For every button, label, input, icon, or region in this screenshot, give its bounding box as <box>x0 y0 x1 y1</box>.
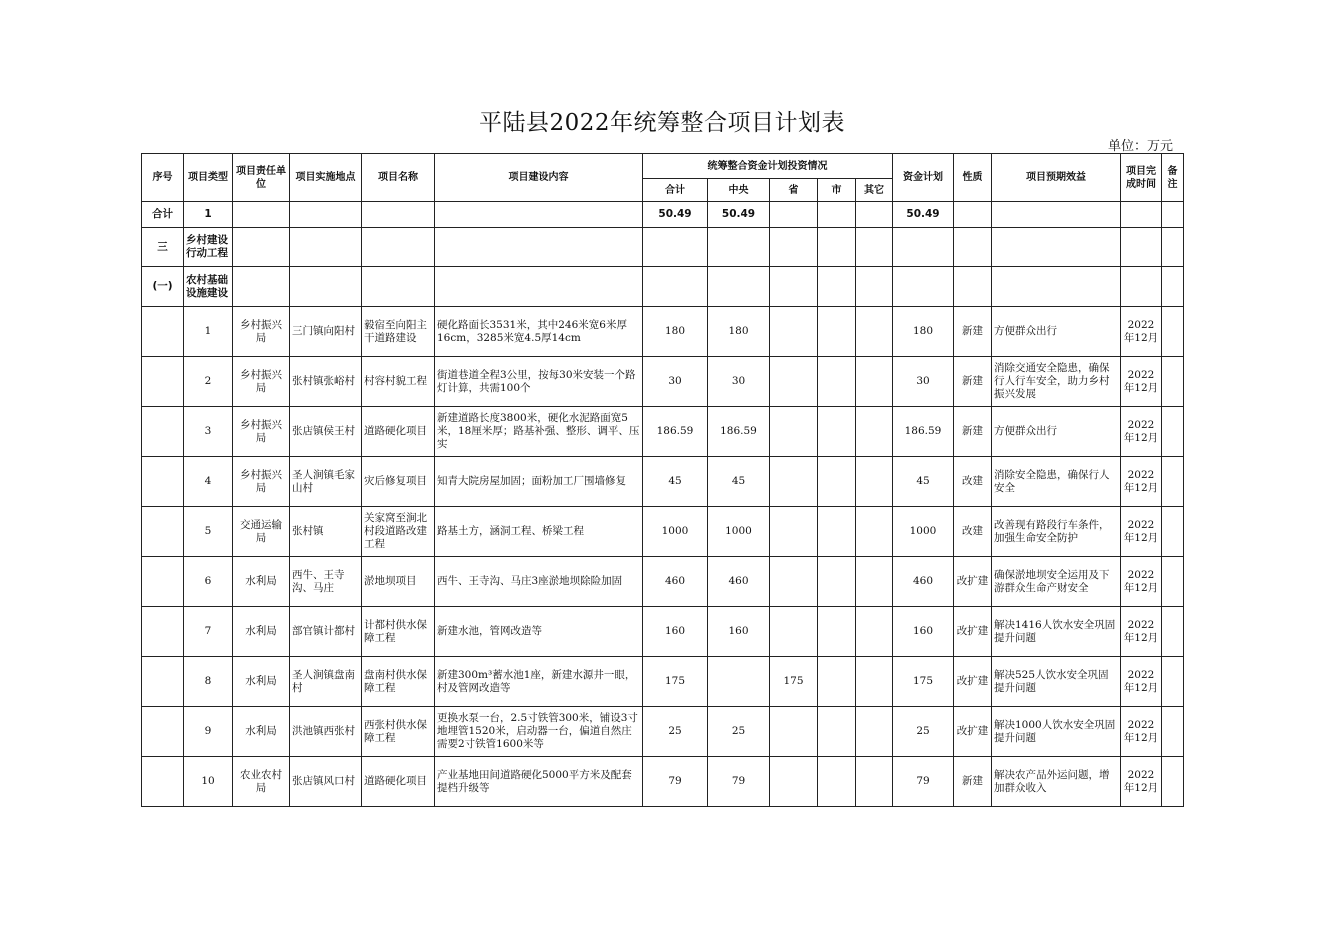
header-plan: 资金计划 <box>893 154 954 202</box>
header-note: 备注 <box>1162 154 1184 202</box>
cell-project-content: 知青大院房屋加固；面粉加工厂围墙修复 <box>435 457 643 507</box>
header-type: 项目类型 <box>184 154 233 202</box>
cell-fund-central: 460 <box>708 557 770 607</box>
cell-project-nature: 改扩建 <box>954 557 992 607</box>
cell-note <box>1162 457 1184 507</box>
cell-finish-time: 2022年12月 <box>1121 607 1162 657</box>
project-plan-table <box>141 153 1184 807</box>
cell-fund-total: 45 <box>643 457 708 507</box>
table-row <box>142 307 1184 357</box>
cell-fund-total: 186.59 <box>643 407 708 457</box>
header-name: 项目名称 <box>362 154 435 202</box>
cell-row-number: 4 <box>184 457 233 507</box>
table-row <box>142 357 1184 407</box>
cell-fund-city <box>818 507 856 557</box>
cell-seq-blank <box>142 407 184 457</box>
cell-seq-blank <box>142 457 184 507</box>
cell-project-content: 新建水池，管网改造等 <box>435 607 643 657</box>
cell-row-number: 6 <box>184 557 233 607</box>
header-fund-group: 统筹整合资金计划投资情况 <box>643 154 893 179</box>
cell-fund-total: 460 <box>643 557 708 607</box>
cell-expected-benefit: 解决525人饮水安全巩固提升问题 <box>992 657 1121 707</box>
cell-project-nature: 改扩建 <box>954 657 992 707</box>
cell-row-number: 9 <box>184 707 233 757</box>
cell-fund-city <box>818 757 856 807</box>
cell-fund-central: 25 <box>708 707 770 757</box>
cell-fund-province <box>770 407 818 457</box>
cell-fund-central: 30 <box>708 357 770 407</box>
cell-responsible-unit: 水利局 <box>233 657 290 707</box>
cell-fund-central: 186.59 <box>708 407 770 457</box>
cell-fund-plan: 30 <box>893 357 954 407</box>
cell-expected-benefit: 改善现有路段行车条件，加强生命安全防护 <box>992 507 1121 557</box>
cell-fund-other <box>856 657 893 707</box>
cell-location: 张村镇 <box>290 507 362 557</box>
cell-expected-benefit: 方便群众出行 <box>992 407 1121 457</box>
cell-location: 三门镇向阳村 <box>290 307 362 357</box>
section-type: 乡村建设行动工程 <box>184 228 233 267</box>
header-city: 市 <box>818 179 856 202</box>
cell-project-name: 灾后修复项目 <box>362 457 435 507</box>
cell-expected-benefit: 确保淤地坝安全运用及下游群众生命产财安全 <box>992 557 1121 607</box>
cell-project-nature: 改扩建 <box>954 607 992 657</box>
cell-location: 圣人涧镇盘南村 <box>290 657 362 707</box>
cell-fund-central <box>708 657 770 707</box>
cell-responsible-unit: 水利局 <box>233 607 290 657</box>
section-seq: (一) <box>142 267 184 307</box>
cell-seq-blank <box>142 707 184 757</box>
cell-project-nature: 改扩建 <box>954 707 992 757</box>
table-row <box>142 457 1184 507</box>
cell-fund-other <box>856 707 893 757</box>
cell-fund-plan: 160 <box>893 607 954 657</box>
cell-fund-city <box>818 607 856 657</box>
cell-fund-city <box>818 557 856 607</box>
summary-total: 50.49 <box>643 202 708 228</box>
cell-fund-total: 175 <box>643 657 708 707</box>
cell-fund-province: 175 <box>770 657 818 707</box>
cell-row-number: 5 <box>184 507 233 557</box>
cell-row-number: 10 <box>184 757 233 807</box>
cell-fund-total: 180 <box>643 307 708 357</box>
cell-fund-city <box>818 657 856 707</box>
table-row <box>142 557 1184 607</box>
cell-finish-time: 2022年12月 <box>1121 657 1162 707</box>
cell-fund-city <box>818 407 856 457</box>
cell-project-nature: 新建 <box>954 757 992 807</box>
cell-location: 张村镇张峪村 <box>290 357 362 407</box>
cell-project-name: 道路硬化项目 <box>362 407 435 457</box>
cell-location: 部官镇计都村 <box>290 607 362 657</box>
cell-fund-total: 1000 <box>643 507 708 557</box>
cell-finish-time: 2022年12月 <box>1121 507 1162 557</box>
cell-note <box>1162 707 1184 757</box>
cell-responsible-unit: 水利局 <box>233 707 290 757</box>
header-row-1 <box>142 154 1184 179</box>
page-title: 平陆县2022年统筹整合项目计划表 <box>478 110 846 136</box>
cell-fund-province <box>770 707 818 757</box>
cell-fund-other <box>856 607 893 657</box>
cell-expected-benefit: 消除交通安全隐患，确保行人行车安全，助力乡村振兴发展 <box>992 357 1121 407</box>
summary-label: 合计 <box>142 202 184 228</box>
cell-project-content: 路基土方，涵洞工程、桥梁工程 <box>435 507 643 557</box>
cell-fund-other <box>856 407 893 457</box>
cell-finish-time: 2022年12月 <box>1121 307 1162 357</box>
cell-note <box>1162 307 1184 357</box>
cell-fund-city <box>818 307 856 357</box>
cell-seq-blank <box>142 607 184 657</box>
cell-fund-province <box>770 307 818 357</box>
summary-plan: 50.49 <box>893 202 954 228</box>
cell-responsible-unit: 水利局 <box>233 557 290 607</box>
cell-finish-time: 2022年12月 <box>1121 707 1162 757</box>
cell-row-number: 8 <box>184 657 233 707</box>
section-type: 农村基础设施建设 <box>184 267 233 307</box>
cell-project-name: 毅宿至向阳主干道路建设 <box>362 307 435 357</box>
summary-count: 1 <box>184 202 233 228</box>
cell-fund-province <box>770 757 818 807</box>
project-rows <box>142 307 1184 807</box>
section-row <box>142 228 1184 267</box>
cell-note <box>1162 557 1184 607</box>
cell-project-content: 产业基地田间道路硬化5000平方米及配套提档升级等 <box>435 757 643 807</box>
table-row <box>142 407 1184 457</box>
cell-row-number: 3 <box>184 407 233 457</box>
cell-fund-total: 30 <box>643 357 708 407</box>
cell-location: 张店镇风口村 <box>290 757 362 807</box>
cell-project-nature: 改建 <box>954 507 992 557</box>
cell-note <box>1162 607 1184 657</box>
cell-project-content: 更换水泵一台，2.5寸铁管300米，铺设3寸地埋管1520米，启动器一台，偏道自然庄需要2寸铁管1600米等 <box>435 707 643 757</box>
cell-expected-benefit: 消除安全隐患，确保行人安全 <box>992 457 1121 507</box>
cell-fund-other <box>856 557 893 607</box>
cell-expected-benefit: 解决农产品外运问题，增加群众收入 <box>992 757 1121 807</box>
cell-fund-city <box>818 457 856 507</box>
cell-fund-central: 160 <box>708 607 770 657</box>
cell-seq-blank <box>142 507 184 557</box>
cell-seq-blank <box>142 657 184 707</box>
cell-fund-province <box>770 557 818 607</box>
table-row <box>142 657 1184 707</box>
cell-fund-central: 45 <box>708 457 770 507</box>
cell-fund-plan: 186.59 <box>893 407 954 457</box>
cell-finish-time: 2022年12月 <box>1121 357 1162 407</box>
header-seq: 序号 <box>142 154 184 202</box>
cell-location: 洪池镇西张村 <box>290 707 362 757</box>
cell-seq-blank <box>142 757 184 807</box>
cell-project-nature: 新建 <box>954 357 992 407</box>
cell-fund-other <box>856 457 893 507</box>
cell-finish-time: 2022年12月 <box>1121 757 1162 807</box>
cell-expected-benefit: 方便群众出行 <box>992 307 1121 357</box>
cell-row-number: 1 <box>184 307 233 357</box>
cell-fund-total: 79 <box>643 757 708 807</box>
cell-location: 西牛、王寺沟、马庄 <box>290 557 362 607</box>
cell-fund-plan: 25 <box>893 707 954 757</box>
cell-fund-province <box>770 357 818 407</box>
header-location: 项目实施地点 <box>290 154 362 202</box>
cell-project-content: 街道巷道全程3公里，按每30米安装一个路灯计算，共需100个 <box>435 357 643 407</box>
cell-project-nature: 新建 <box>954 307 992 357</box>
cell-project-nature: 新建 <box>954 407 992 457</box>
cell-note <box>1162 357 1184 407</box>
cell-note <box>1162 407 1184 457</box>
header-finish: 项目完成时间 <box>1121 154 1162 202</box>
header-central: 中央 <box>708 179 770 202</box>
cell-fund-plan: 79 <box>893 757 954 807</box>
cell-project-content: 新建道路长度3800米，硬化水泥路面宽5米，18厘米厚；路基补强、整形、调平、压实 <box>435 407 643 457</box>
cell-responsible-unit: 乡村振兴局 <box>233 457 290 507</box>
cell-fund-plan: 175 <box>893 657 954 707</box>
cell-fund-plan: 180 <box>893 307 954 357</box>
cell-project-name: 盘南村供水保障工程 <box>362 657 435 707</box>
unit-label: 单位：万元 <box>1108 139 1174 154</box>
header-unit: 项目责任单位 <box>233 154 290 202</box>
table-row <box>142 507 1184 557</box>
header-benefit: 项目预期效益 <box>992 154 1121 202</box>
cell-fund-total: 160 <box>643 607 708 657</box>
cell-seq-blank <box>142 557 184 607</box>
cell-seq-blank <box>142 307 184 357</box>
cell-fund-city <box>818 357 856 407</box>
header-province: 省 <box>770 179 818 202</box>
section-seq: 三 <box>142 228 184 267</box>
cell-fund-plan: 1000 <box>893 507 954 557</box>
cell-project-name: 计都村供水保障工程 <box>362 607 435 657</box>
cell-row-number: 2 <box>184 357 233 407</box>
cell-fund-central: 79 <box>708 757 770 807</box>
header-content: 项目建设内容 <box>435 154 643 202</box>
cell-fund-province <box>770 507 818 557</box>
cell-fund-central: 1000 <box>708 507 770 557</box>
cell-location: 张店镇侯王村 <box>290 407 362 457</box>
cell-project-name: 道路硬化项目 <box>362 757 435 807</box>
summary-row <box>142 202 1184 228</box>
cell-responsible-unit: 乡村振兴局 <box>233 307 290 357</box>
cell-project-name: 关家窝至涧北村段道路改建工程 <box>362 507 435 557</box>
cell-fund-central: 180 <box>708 307 770 357</box>
table-row <box>142 607 1184 657</box>
cell-project-content: 西牛、王寺沟、马庄3座淤地坝除险加固 <box>435 557 643 607</box>
cell-seq-blank <box>142 357 184 407</box>
cell-finish-time: 2022年12月 <box>1121 407 1162 457</box>
cell-fund-plan: 45 <box>893 457 954 507</box>
table-row <box>142 707 1184 757</box>
header-nature: 性质 <box>954 154 992 202</box>
cell-project-content: 新建300m³蓄水池1座，新建水源井一眼，村及管网改造等 <box>435 657 643 707</box>
cell-project-content: 硬化路面长3531米，其中246米宽6米厚16cm，3285米宽4.5厚14cm <box>435 307 643 357</box>
header-total: 合计 <box>643 179 708 202</box>
cell-responsible-unit: 乡村振兴局 <box>233 407 290 457</box>
cell-fund-plan: 460 <box>893 557 954 607</box>
summary-central: 50.49 <box>708 202 770 228</box>
section-row <box>142 267 1184 307</box>
cell-fund-other <box>856 757 893 807</box>
cell-finish-time: 2022年12月 <box>1121 557 1162 607</box>
cell-note <box>1162 757 1184 807</box>
cell-project-name: 淤地坝项目 <box>362 557 435 607</box>
cell-fund-total: 25 <box>643 707 708 757</box>
cell-responsible-unit: 乡村振兴局 <box>233 357 290 407</box>
cell-location: 圣人涧镇毛家山村 <box>290 457 362 507</box>
cell-project-nature: 改建 <box>954 457 992 507</box>
cell-fund-other <box>856 307 893 357</box>
cell-responsible-unit: 交通运输局 <box>233 507 290 557</box>
cell-fund-province <box>770 607 818 657</box>
cell-fund-city <box>818 707 856 757</box>
cell-finish-time: 2022年12月 <box>1121 457 1162 507</box>
header-other: 其它 <box>856 179 893 202</box>
cell-fund-other <box>856 507 893 557</box>
cell-row-number: 7 <box>184 607 233 657</box>
cell-responsible-unit: 农业农村局 <box>233 757 290 807</box>
cell-project-name: 村容村貌工程 <box>362 357 435 407</box>
table-row <box>142 757 1184 807</box>
cell-note <box>1162 507 1184 557</box>
cell-project-name: 西张村供水保障工程 <box>362 707 435 757</box>
cell-fund-other <box>856 357 893 407</box>
cell-fund-province <box>770 457 818 507</box>
cell-expected-benefit: 解决1000人饮水安全巩固提升问题 <box>992 707 1121 757</box>
cell-note <box>1162 657 1184 707</box>
cell-expected-benefit: 解决1416人饮水安全巩固提升问题 <box>992 607 1121 657</box>
